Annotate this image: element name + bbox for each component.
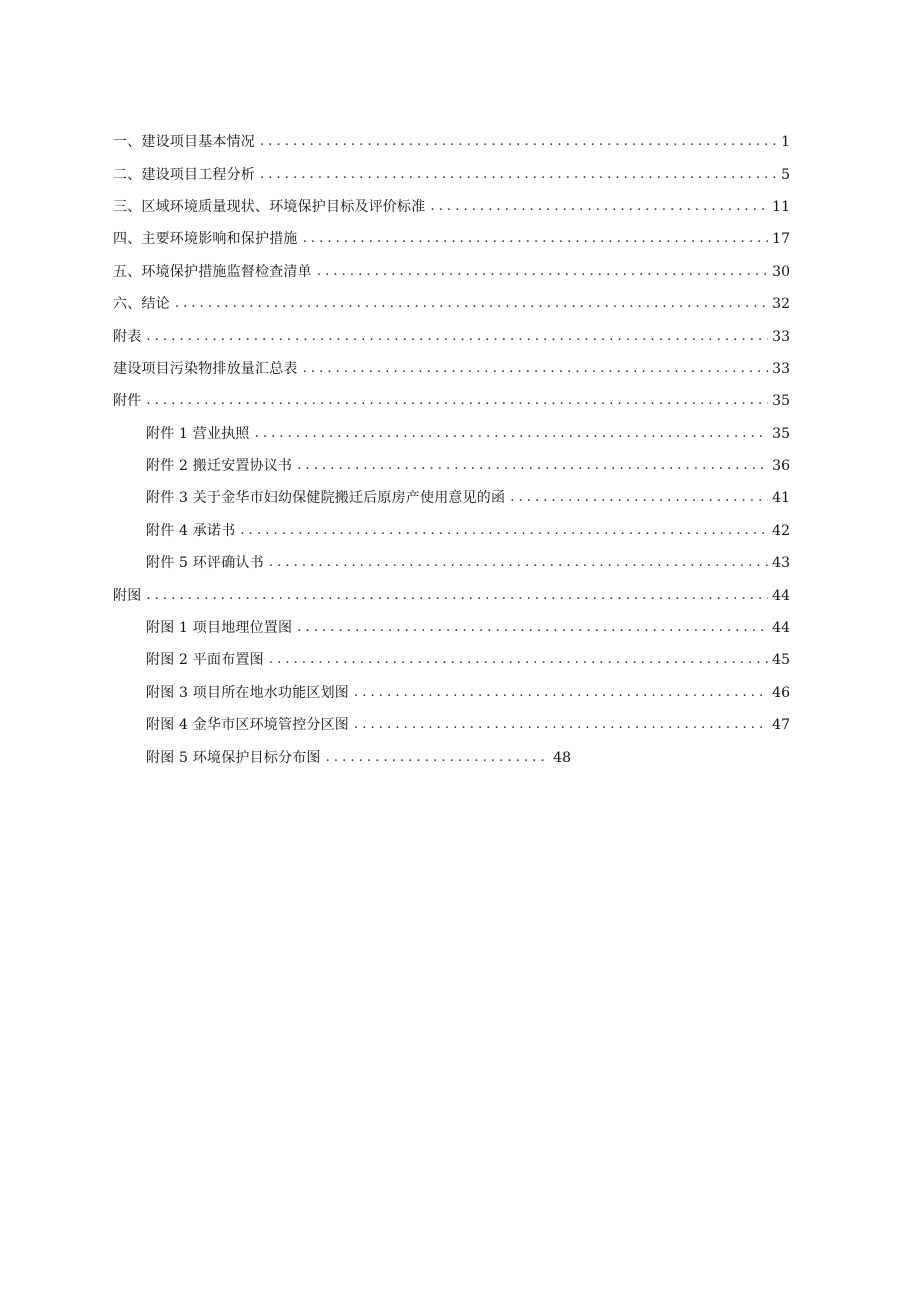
toc-entry-title: 附件 3 关于金华市妇幼保健院搬迁后原房产使用意见的函 [146, 490, 506, 507]
toc-dot-leader [146, 328, 768, 346]
toc-dot-leader [303, 230, 769, 248]
toc-page-number: 46 [772, 684, 790, 701]
toc-page-number: 45 [772, 652, 790, 669]
toc-page-number: 42 [772, 522, 790, 539]
toc-dot-leader [354, 684, 768, 702]
toc-page-number: 11 [772, 198, 790, 215]
toc-dot-leader [240, 522, 768, 540]
toc-entry[interactable] [0, 450, 920, 482]
toc-entry-title: 附图 4 金华市区环境管控分区图 [146, 717, 350, 734]
toc-entry[interactable] [0, 288, 920, 320]
toc-entry[interactable] [0, 191, 920, 223]
toc-entry-title: 四、主要环境影响和保护措施 [113, 231, 298, 248]
toc-entry[interactable] [0, 353, 920, 385]
toc-entry[interactable] [0, 256, 920, 288]
toc-page-number: 44 [772, 587, 790, 604]
toc-entry[interactable] [0, 709, 920, 741]
toc-page-number: 41 [772, 490, 790, 507]
toc-entry-title: 六、结论 [113, 296, 170, 313]
toc-entry-title: 附件 4 承诺书 [146, 522, 236, 539]
toc-dot-leader [260, 166, 777, 184]
toc-dot-leader [269, 651, 768, 669]
toc-page-number: 5 [781, 166, 790, 183]
toc-entry[interactable] [0, 741, 571, 773]
toc-entry[interactable] [0, 320, 920, 352]
toc-dot-leader [317, 263, 768, 281]
toc-entry[interactable] [0, 644, 920, 676]
toc-entry-title: 附件 [113, 393, 142, 410]
toc-entry-title: 附图 5 环境保护目标分布图 [146, 749, 321, 766]
toc-dot-leader [269, 554, 768, 572]
toc-entry-title: 附件 2 搬迁安置协议书 [146, 458, 293, 475]
toc-page-number: 32 [772, 296, 790, 313]
toc-entry[interactable] [0, 385, 920, 417]
toc-page-number: 35 [772, 393, 790, 410]
toc-entry[interactable] [0, 515, 920, 547]
toc-entry[interactable] [0, 126, 920, 158]
table-of-contents [0, 126, 920, 774]
toc-entry-title: 附图 2 平面布置图 [146, 652, 264, 669]
toc-dot-leader [260, 133, 777, 151]
toc-entry[interactable] [0, 418, 920, 450]
toc-dot-leader [146, 392, 768, 410]
toc-entry-title: 附图 1 项目地理位置图 [146, 620, 293, 637]
toc-page-number: 30 [772, 263, 790, 280]
toc-page-number: 33 [772, 328, 790, 345]
toc-dot-leader [175, 295, 768, 313]
toc-entry[interactable] [0, 579, 920, 611]
toc-entry[interactable] [0, 482, 920, 514]
toc-dot-leader [297, 457, 768, 475]
toc-entry[interactable] [0, 677, 920, 709]
toc-dot-leader [303, 360, 769, 378]
toc-entry[interactable] [0, 223, 920, 255]
toc-page-number: 35 [772, 425, 790, 442]
toc-entry-title: 附图 [113, 587, 142, 604]
toc-dot-leader [146, 587, 768, 605]
toc-page-number: 48 [553, 749, 571, 766]
toc-dot-leader [510, 489, 768, 507]
toc-dot-leader [326, 749, 550, 767]
toc-entry-title: 附件 1 营业执照 [146, 425, 250, 442]
toc-page-number: 44 [772, 620, 790, 637]
toc-entry[interactable] [0, 612, 920, 644]
toc-page-number: 43 [772, 555, 790, 572]
toc-entry-title: 五、环境保护措施监督检查清单 [113, 263, 312, 280]
toc-entry[interactable] [0, 158, 920, 190]
toc-entry-title: 二、建设项目工程分析 [113, 166, 255, 183]
toc-entry-title: 建设项目污染物排放量汇总表 [113, 360, 298, 377]
toc-page-number: 36 [772, 458, 790, 475]
toc-page-number: 17 [772, 231, 790, 248]
toc-dot-leader [354, 716, 768, 734]
toc-entry-title: 附表 [113, 328, 142, 345]
toc-entry-title: 附图 3 项目所在地水功能区划图 [146, 684, 350, 701]
toc-entry-title: 一、建设项目基本情况 [113, 134, 255, 151]
toc-page-number: 1 [781, 134, 790, 151]
toc-dot-leader [297, 619, 768, 637]
toc-entry-title: 附件 5 环评确认书 [146, 555, 264, 572]
toc-page-number: 47 [772, 717, 790, 734]
toc-entry[interactable] [0, 547, 920, 579]
toc-page-number: 33 [772, 360, 790, 377]
toc-dot-leader [430, 198, 768, 216]
toc-entry-title: 三、区域环境质量现状、环境保护目标及评价标准 [113, 198, 426, 215]
toc-dot-leader [255, 425, 769, 443]
